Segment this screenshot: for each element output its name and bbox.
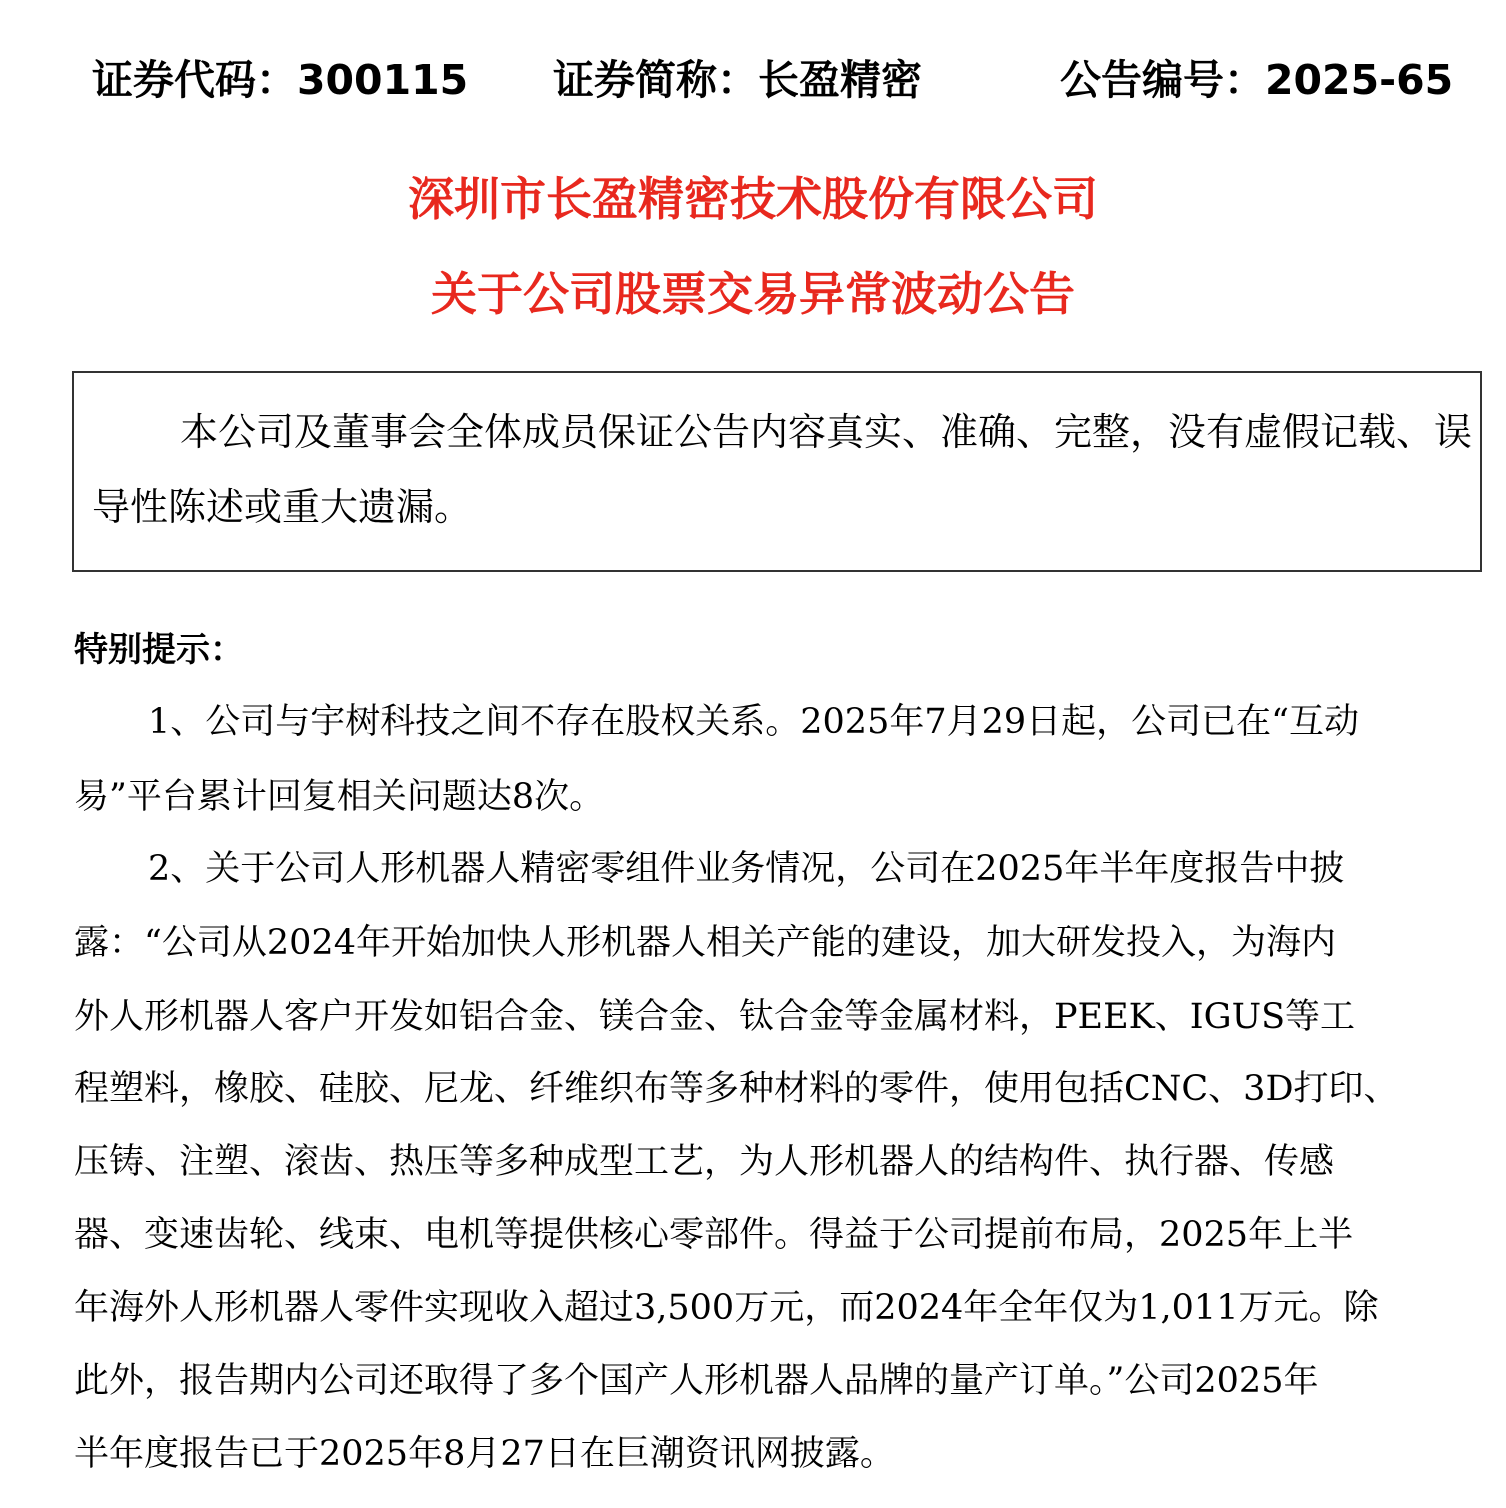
- notice-line: 1、公司与宇树科技之间不存在股权关系。2025年7月29日起，公司已在“互动: [148, 702, 1360, 742]
- notice-line: 外人形机器人客户开发如铝合金、镁合金、钛合金等金属材料，PEEK、IGUS等工: [74, 997, 1356, 1037]
- board-statement-text: 本公司及董事会全体成员保证公告内容真实、准确、完整，没有虚假记载、误导性陈述或重大遗漏。: [92, 410, 1473, 529]
- notice-line: 程塑料，橡胶、硅胶、尼龙、纤维织布等多种材料的零件，使用包括CNC、3D打印、: [74, 1069, 1399, 1109]
- stock-abbreviation: 证券简称：长盈精密: [553, 56, 922, 104]
- notice-line: 器、变速齿轮、线束、电机等提供核心零部件。得益于公司提前布局，2025年上半: [74, 1215, 1354, 1255]
- notice-line: 易”平台累计回复相关问题达8次。: [74, 777, 605, 817]
- notice-line: 压铸、注塑、滚齿、热压等多种成型工艺，为人形机器人的结构件、执行器、传感: [74, 1142, 1335, 1182]
- special-notice-heading: 特别提示：: [74, 630, 244, 670]
- notice-line: 露：“公司从2024年开始加快人形机器人相关产能的建设，加大研发投入，为海内: [74, 923, 1336, 963]
- announcement-number: 公告编号：2025-65: [1060, 56, 1454, 104]
- board-statement-box: [72, 371, 1482, 572]
- document-header: [0, 52, 1506, 108]
- stock-code: 证券代码：300115: [92, 56, 469, 104]
- notice-line: 2、关于公司人形机器人精密零组件业务情况，公司在2025年半年度报告中披: [148, 849, 1345, 889]
- announcement-title: 关于公司股票交易异常波动公告: [431, 267, 1075, 321]
- notice-line: 年海外人形机器人零件实现收入超过3,500万元，而2024年全年仅为1,011万元。除: [74, 1288, 1379, 1328]
- notice-line: 半年度报告已于2025年8月27日在巨潮资讯网披露。: [74, 1434, 895, 1474]
- notice-line: 此外，报告期内公司还取得了多个国产人形机器人品牌的量产订单。”公司2025年: [74, 1361, 1319, 1401]
- company-title: 深圳市长盈精密技术股份有限公司: [408, 172, 1098, 226]
